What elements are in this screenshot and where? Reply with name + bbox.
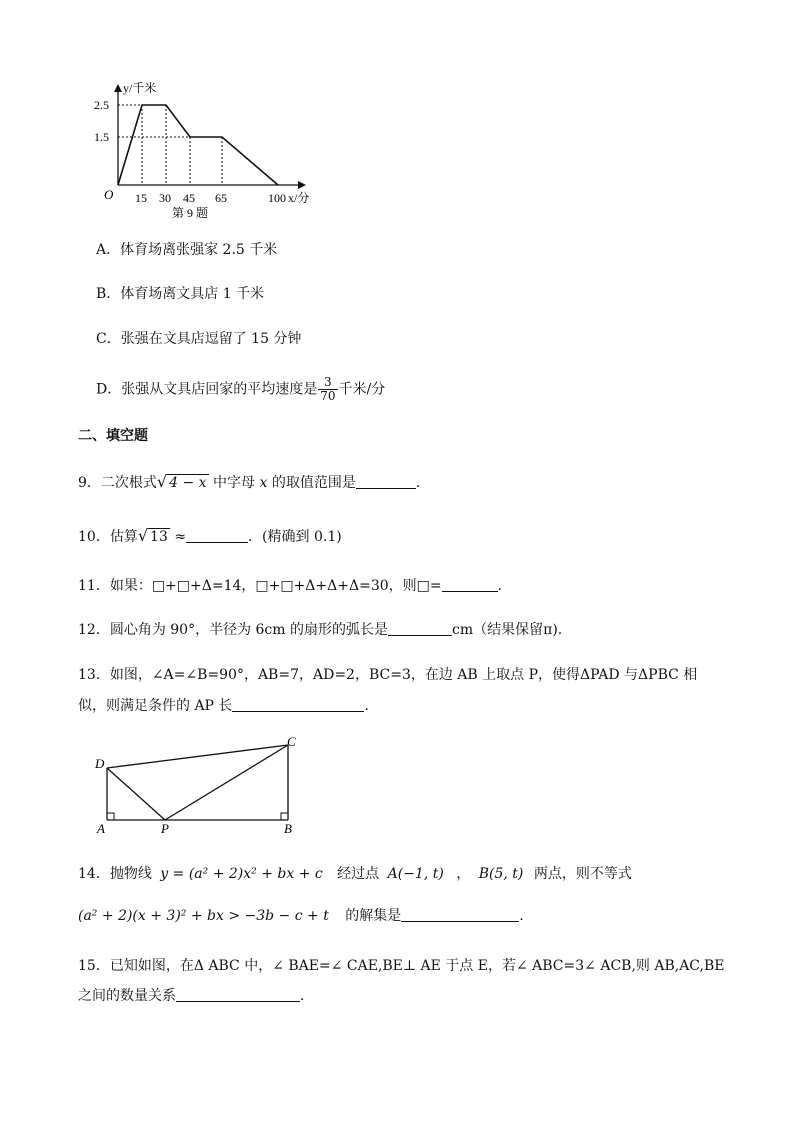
q15-end: ． (300, 988, 314, 1004)
radical-sign-icon: √ (137, 526, 149, 545)
label-p: P (161, 821, 169, 836)
q9-var: x (259, 475, 268, 491)
q10-answer-blank[interactable] (186, 528, 248, 543)
q10-prefix: 10．估算 (78, 529, 138, 545)
q14-inequality: (a² + 2)(x + 3)² + bx > −3b − c + t (78, 908, 329, 924)
origin-label: O (104, 187, 114, 202)
x-tick-label: 30 (159, 191, 171, 205)
label-b: B (284, 821, 292, 836)
q12-text: 12．圆心角为 90°，半径为 6cm 的扇形的弧长是 (78, 622, 389, 638)
y-tick-label: 1.5 (94, 130, 109, 144)
q10-approx: ≈ (174, 529, 187, 545)
question-13-line2 (78, 696, 369, 716)
question-14-line1 (78, 864, 632, 884)
q14-answer-blank[interactable] (401, 907, 519, 922)
q14-parabola-eq: y = (a² + 2)x² + bx + c (160, 866, 323, 882)
x-axis-label: x/分 (288, 191, 310, 205)
question-15-line2 (78, 986, 314, 1006)
q13-answer-blank[interactable] (232, 697, 364, 712)
question-11 (78, 576, 502, 596)
question-14-line2 (78, 906, 524, 926)
q9-suffix: 的取值范围是 (271, 475, 356, 491)
question-9 (78, 472, 430, 493)
q13-figure (90, 734, 310, 836)
option-d-suffix: 千米/分 (338, 381, 386, 398)
question-10 (78, 526, 342, 547)
q14-prefix: 14．抛物线 (78, 866, 152, 882)
right-angle-a-icon (107, 813, 114, 820)
q14-comma: ， (456, 866, 471, 882)
q13-end: . (364, 698, 369, 714)
option-a: A．体育场离张强家 2.5 千米 (96, 242, 278, 258)
q14-point-b: B(5, t) (478, 866, 524, 882)
question-12 (78, 620, 562, 640)
y-tick-label: 2.5 (94, 98, 109, 112)
q12-answer-blank[interactable] (388, 621, 452, 636)
q11-text: 11．如果：□+□+Δ=14，□+□+Δ+Δ+Δ=30，则□= (78, 578, 442, 594)
question-15-line1: 15．已知如图，在Δ ABC 中，∠ BAE=∠ CAE,BE⊥ AE 于点 E，若∠ ABC=3∠ ACB,则 AB,AC,BE (78, 958, 725, 974)
section-heading: 二、填空题 (78, 428, 148, 444)
q13-line2-text: 似，则满足条件的 AP 长 (78, 698, 233, 714)
y-axis-arrow-icon (114, 84, 122, 92)
option-d (96, 376, 385, 403)
question-13-line1: 13．如图，∠A=∠B=90°，AB=7，AD=2，BC=3，在边 AB 上取点 P，使得ΔPAD 与ΔPBC 相 (78, 667, 698, 683)
q9-mid: 中字母 (213, 475, 256, 491)
chart-caption: 第 9 题 (172, 206, 209, 220)
segment-pc (165, 745, 288, 820)
q11-end: . (497, 578, 503, 594)
x-axis-arrow-icon (298, 181, 306, 189)
q9-end: ． (415, 475, 430, 491)
fraction-numerator: 3 (318, 376, 337, 390)
x-tick-label: 65 (215, 191, 227, 205)
option-d-prefix: D．张强从文具店回家的平均速度是 (96, 381, 318, 398)
q14-end: . (519, 908, 524, 924)
q14-suffix: 两点，则不等式 (533, 866, 632, 882)
segment-dp (107, 768, 165, 820)
q9-prefix: 9．二次根式 (78, 475, 157, 491)
segment-dc (107, 745, 288, 768)
fraction-denominator: 70 (320, 389, 336, 403)
speed-fraction (318, 376, 337, 403)
q10-suffix: ．(精确到 0.1) (248, 529, 342, 545)
radical-sign-icon: √ (156, 472, 168, 491)
distance-time-graph (88, 80, 328, 225)
x-tick-label: 100 (268, 191, 286, 205)
q11-answer-blank[interactable] (442, 577, 498, 592)
x-tick-label: 45 (183, 191, 195, 205)
q14-mid: 经过点 (337, 866, 380, 882)
q14-point-a: A(−1, t) (387, 866, 444, 882)
label-d: D (95, 756, 105, 771)
label-a: A (97, 821, 105, 836)
q9-radicand: 4 − x (169, 475, 207, 491)
q15-line2-text: 之间的数量关系 (78, 988, 176, 1004)
x-tick-label: 15 (135, 191, 147, 205)
q12-suffix: cm（结果保留π). (452, 622, 563, 638)
option-b: B．体育场离文具店 1 千米 (96, 286, 265, 302)
q14-after: 的解集是 (345, 908, 402, 924)
q10-radicand: 13 (150, 529, 168, 545)
right-angle-b-icon (281, 813, 288, 820)
q9-answer-blank[interactable] (356, 474, 416, 489)
q15-answer-blank[interactable] (176, 987, 300, 1002)
option-c: C．张强在文具店逗留了 15 分钟 (96, 331, 302, 347)
label-c: C (287, 734, 296, 749)
y-axis-label: y/千米 (123, 81, 157, 95)
